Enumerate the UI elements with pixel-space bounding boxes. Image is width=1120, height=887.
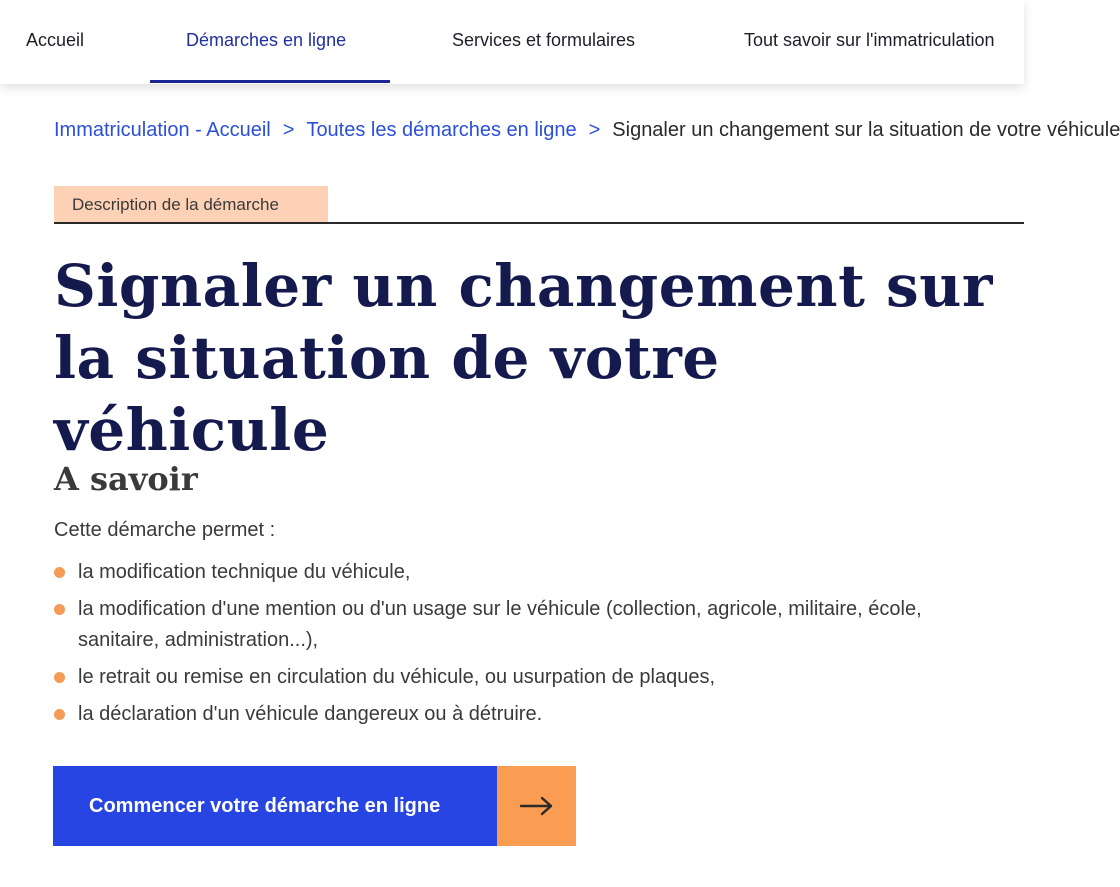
bullet-icon [54, 604, 65, 615]
nav-item-services-et-formulaires[interactable]: Services et formulaires [452, 30, 636, 50]
list-item [54, 699, 1004, 730]
breadcrumb-separator: > [282, 119, 295, 141]
active-tab-indicator [150, 80, 390, 83]
list-item [54, 662, 1004, 693]
bullet-icon [54, 567, 65, 578]
arrow-right-icon [497, 766, 576, 846]
demarche-description-tag: Description de la démarche [54, 186, 328, 223]
start-demarche-button-label: Commencer votre démarche en ligne [53, 766, 497, 846]
list-item-text: la modification d'une mention ou d'un usage sur le véhicule (collection, agricole, militaire, école, sanitaire, administration...), [78, 598, 922, 651]
breadcrumb-link-demarches[interactable]: Toutes les démarches en ligne [306, 119, 577, 141]
list-item-text: la modification technique du véhicule, [78, 561, 411, 583]
nav-item-tout-savoir-immatriculation[interactable]: Tout savoir sur l'immatriculation [744, 30, 995, 50]
list-item-text: la déclaration d'un véhicule dangereux ou à détruire. [78, 703, 543, 725]
top-navigation [0, 0, 1024, 84]
section-intro: Cette démarche permet : [54, 519, 276, 541]
bullet-icon [54, 709, 65, 720]
breadcrumb-current: Signaler un changement sur la situation de votre véhicule [612, 119, 1120, 141]
bullet-icon [54, 672, 65, 683]
page-title: Signaler un changement sur la situation de votre véhicule [54, 252, 993, 464]
nav-item-accueil[interactable]: Accueil [26, 30, 85, 50]
list-item [54, 557, 1004, 588]
section-heading: A savoir [54, 460, 198, 498]
nav-item-demarches-en-ligne[interactable]: Démarches en ligne [186, 30, 347, 50]
list-item-text: le retrait ou remise en circulation du véhicule, ou usurpation de plaques, [78, 666, 716, 688]
breadcrumb [54, 116, 1120, 146]
start-demarche-button[interactable] [53, 766, 576, 846]
breadcrumb-separator: > [588, 119, 601, 141]
list-item [54, 594, 1004, 656]
breadcrumb-link-accueil[interactable]: Immatriculation - Accueil [54, 119, 271, 141]
divider [54, 222, 1024, 224]
info-list [54, 557, 1004, 736]
